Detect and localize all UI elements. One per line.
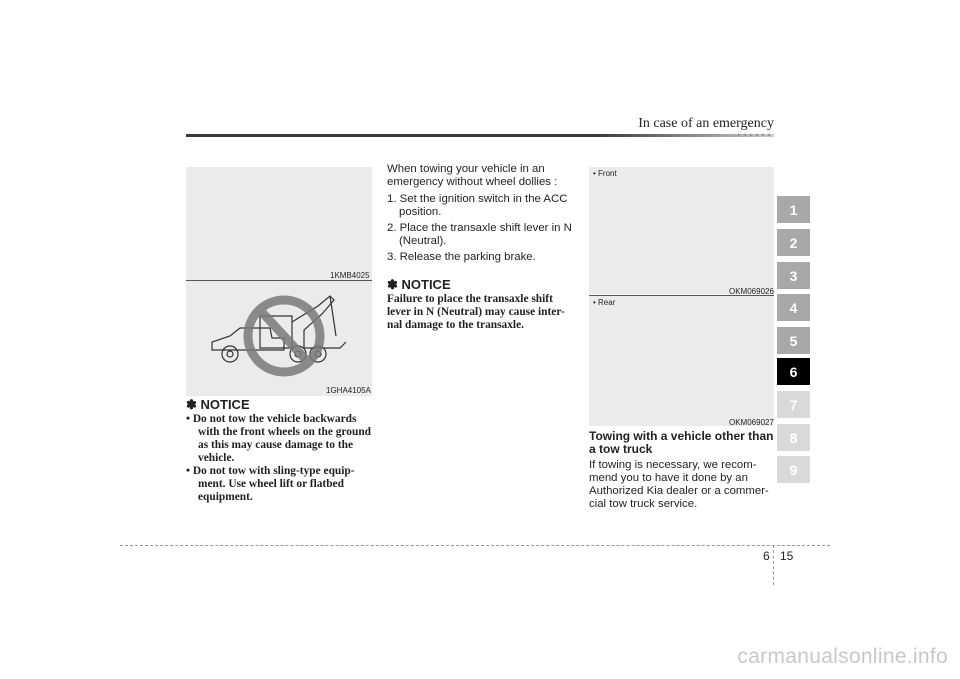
- left-notice-item: • Do not tow with sling-type equip- ment. Use wheel lift or flatbed equipment.: [186, 465, 355, 503]
- chapter-tab-6[interactable]: 6: [777, 358, 810, 385]
- page-header-title: In case of an emergency: [638, 116, 774, 131]
- towing-step: 2. Place the transaxle shift lever in N (Neutral).: [387, 222, 572, 247]
- left-notice-item: • Do not tow the vehicle backwards with the front wheels on the ground as this may cause damage to the vehicle.: [186, 413, 371, 464]
- header-dots-decoration: [735, 132, 775, 138]
- chapter-tab-1[interactable]: 1: [777, 196, 810, 223]
- chapter-tab-8[interactable]: 8: [777, 424, 810, 451]
- rear-caption: OKM069027: [729, 418, 774, 427]
- towing-step: 1. Set the ignition switch in the ACC position.: [387, 193, 568, 218]
- chapter-tab-7[interactable]: 7: [777, 391, 810, 418]
- towing-other-vehicle-text: If towing is necessary, we recom- mend you to have it done by an Authorized Kia dealer or a commer- cial tow truck service.: [589, 459, 769, 510]
- middle-notice-text: Failure to place the transaxle shift lever in N (Neutral) may cause inter- nal damage to the transaxle.: [387, 293, 565, 331]
- image-divider: [186, 280, 372, 281]
- middle-notice-title: ✽ NOTICE: [387, 277, 451, 292]
- towing-intro: When towing your vehicle in an emergency without wheel dollies :: [387, 163, 558, 188]
- rear-view-image-box: [589, 296, 774, 426]
- watermark: carmanualsonline.info: [737, 645, 948, 668]
- footer-divider: [773, 545, 774, 585]
- tow-truck-prohibited-icon: [200, 286, 360, 382]
- chapter-tab-9[interactable]: 9: [777, 456, 810, 483]
- footer-page-number: 15: [780, 549, 794, 563]
- rear-label: • Rear: [593, 298, 616, 307]
- middle-column: [387, 163, 573, 267]
- front-view-image-box: [589, 167, 774, 294]
- image-top-caption: 1KMB4025: [330, 271, 370, 280]
- towing-step: 3. Release the parking brake.: [387, 251, 536, 263]
- front-label: • Front: [593, 169, 617, 178]
- chapter-tab-5[interactable]: 5: [777, 327, 810, 354]
- footer-chapter-number: 6: [763, 549, 770, 563]
- towing-other-vehicle-heading: Towing with a vehicle other than a tow truck: [589, 429, 774, 456]
- left-notice-list: [186, 413, 373, 504]
- chapter-tab-2[interactable]: 2: [777, 229, 810, 256]
- chapter-tab-3[interactable]: 3: [777, 262, 810, 289]
- image-bottom-caption: 1GHA4105A: [326, 386, 371, 395]
- towing-steps: [387, 193, 573, 264]
- left-notice-title: ✽ NOTICE: [186, 397, 250, 412]
- header-rule: [186, 134, 774, 137]
- chapter-tab-4[interactable]: 4: [777, 294, 810, 321]
- footer-rule: [120, 545, 830, 546]
- front-caption: OKM069026: [729, 287, 774, 296]
